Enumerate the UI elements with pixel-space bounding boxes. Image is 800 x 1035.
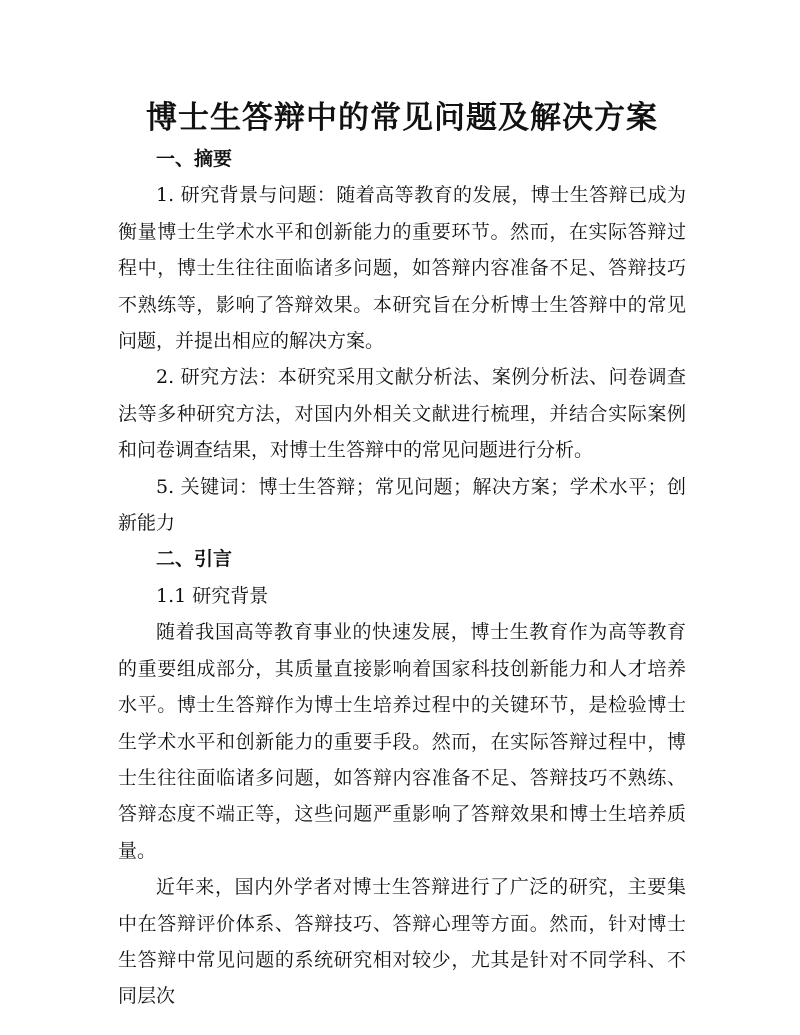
abstract-paragraph-methods: 2. 研究方法：本研究采用文献分析法、案例分析法、问卷调查法等多种研究方法，对国内外相关文献进行梳理，并结合实际案例和问卷调查结果，对博士生答辩中的常见问题进行分析。 bbox=[118, 366, 686, 462]
intro-subheading: 1.1 研究背景 bbox=[156, 584, 269, 607]
abstract-heading: 一、摘要 bbox=[156, 148, 233, 170]
abstract-paragraph-keywords: 5. 关键词：博士生答辩；常见问题；解决方案；学术水平；创新能力 bbox=[118, 475, 686, 535]
document-body bbox=[118, 141, 686, 1015]
abstract-paragraph-background: 1. 研究背景与问题：随着高等教育的发展，博士生答辩已成为衡量博士生学术水平和创新能力的重要环节。然而，在实际答辩过程中，博士生往往面临诸多问题，如答辩内容准备不足、答辩技巧不熟练等，影响了答辩效果。本研究旨在分析博士生答辩中的常见问题，并提出相应的解决方案。 bbox=[118, 184, 686, 353]
intro-heading: 二、引言 bbox=[156, 548, 233, 571]
document-title: 博士生答辩中的常见问题及解决方案 bbox=[146, 100, 658, 136]
intro-paragraph-1: 随着我国高等教育事业的快速发展，博士生教育作为高等教育的重要组成部分，其质量直接影响着国家科技创新能力和人才培养水平。博士生答辩作为博士生培养过程中的关键环节，是检验博士生学术水平和创新能力的重要手段。然而，在实际答辩过程中，博士生往往面临诸多问题，如答辩内容准备不足、答辩技巧不熟练、答辩态度不端正等，这些问题严重影响了答辩效果和博士生培养质量。 bbox=[118, 621, 686, 862]
intro-paragraph-2: 近年来，国内外学者对博士生答辩进行了广泛的研究，主要集中在答辩评价体系、答辩技巧、答辩心理等方面。然而，针对博士生答辩中常见问题的系统研究相对较少，尤其是针对不同学科、不同层次 bbox=[118, 876, 686, 1008]
